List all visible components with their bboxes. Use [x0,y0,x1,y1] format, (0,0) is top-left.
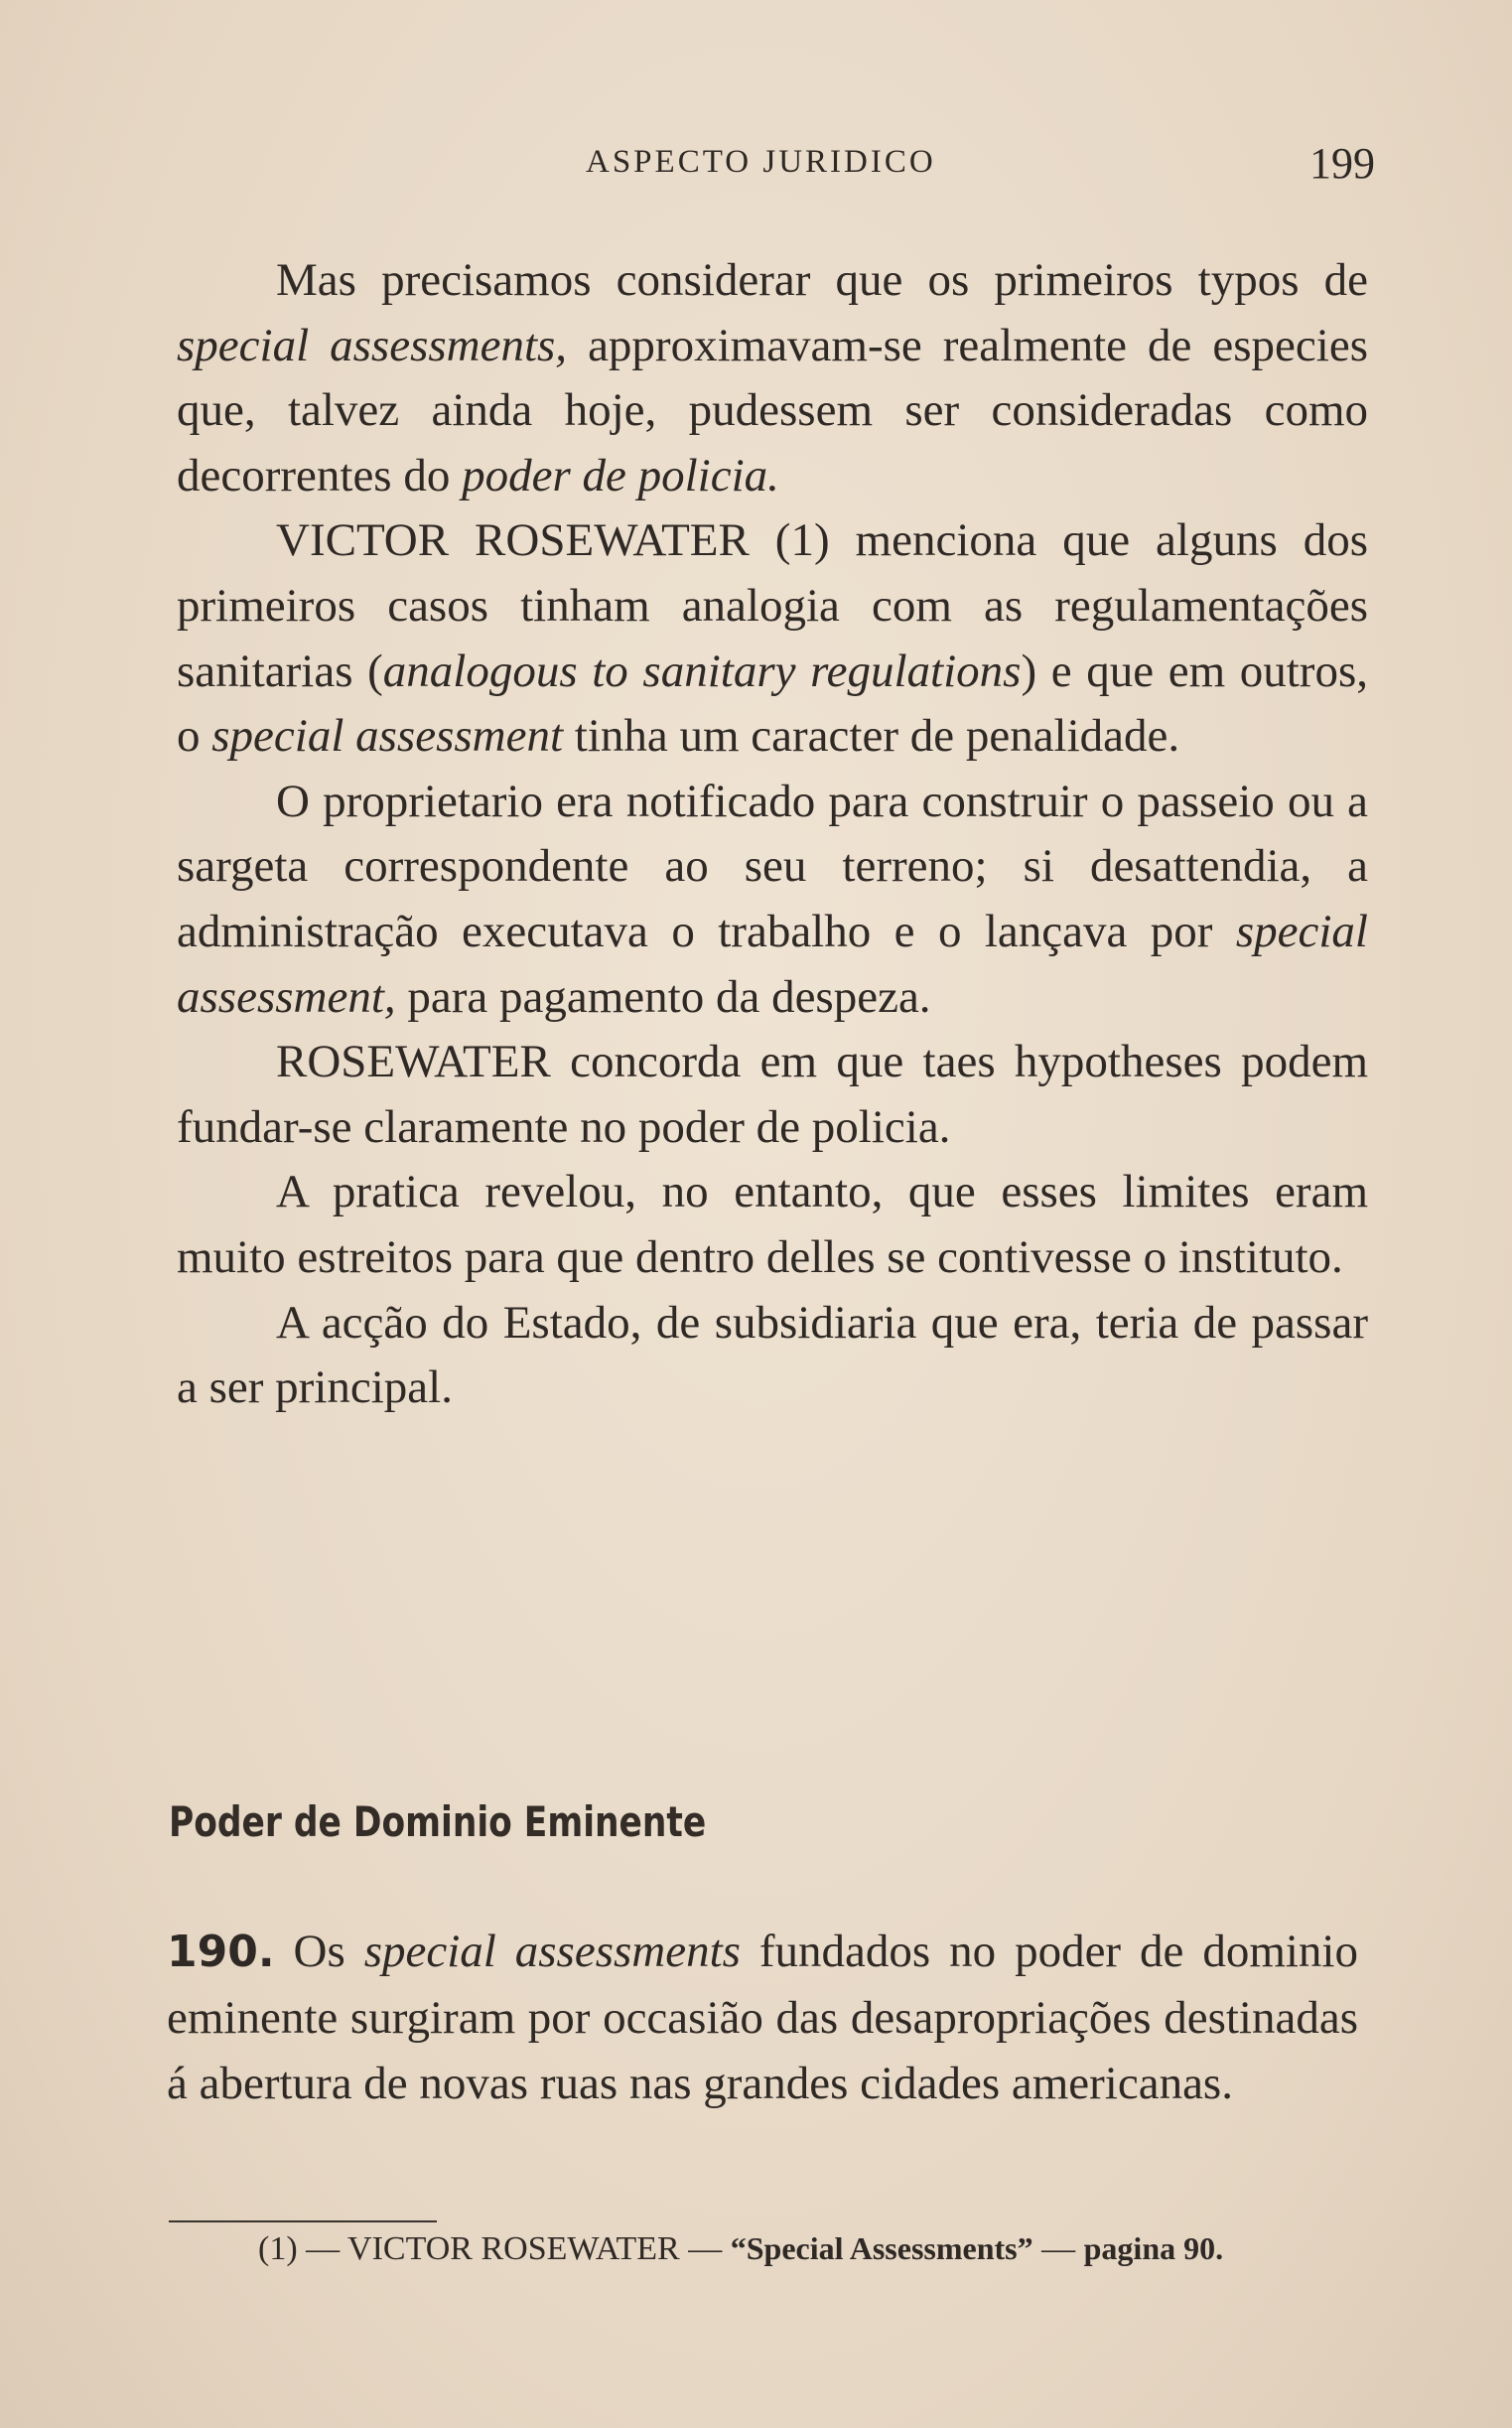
paragraph-2-italic-a: analogous to sanitary regulations [382,644,1022,697]
running-head: ASPECTO JURIDICO [586,144,936,180]
section-heading: Poder de Dominio Eminente [169,1797,707,1846]
paragraph-5: A pratica revelou, no entanto, que esses limites eram muito estreitos para que dentro delles se contivesse o instituto. [177,1166,1368,1283]
paragraph-2-text-c: tinha um caracter de penalidade. [563,710,1180,763]
body-text [177,248,1368,1421]
paragraph-4: ROSEWATER concorda em que taes hypotheses podem fundar-se claramente no poder de policia. [177,1036,1368,1153]
paragraph-1 [177,248,1368,508]
page-number: 199 [1309,139,1375,188]
footnote-page: pagina 90. [1083,2230,1224,2266]
paragraph-190-italic: special assessments [363,1926,741,1977]
footnote-divider [169,2220,437,2222]
paragraph-1-italic-b: poder de policia. [462,449,779,501]
paragraph-2 [177,508,1368,769]
paragraph-1-text-a: Mas precisamos considerar que os primeiros typos de [276,254,1368,306]
footnote-dash: — [297,2230,348,2267]
paragraph-190-text-b: fundados no poder de dominio eminente surgiram por occasião das desapropriações destinadas á abertura de novas ruas nas grandes cidades americanas. [167,1926,1358,2109]
paragraph-3-text-b: para pagamento da despeza. [395,970,931,1023]
paragraph-number: 190. [167,1927,275,1977]
footnote-dash: — [679,2230,731,2267]
paragraph-2-text-a: VICTOR ROSEWATER (1) menciona que alguns dos primeiros casos tinham analogia com as regulamentações sanitarias ( [177,514,1368,697]
paragraph-190-text-a: Os [274,1926,364,1977]
page-header [169,139,1375,194]
footnote-author: VICTOR ROSEWATER [347,2230,680,2267]
paragraph-190 [167,1919,1358,2116]
footnote-marker: (1) [258,2230,298,2267]
footnote-title: “Special Assessments” [730,2230,1033,2266]
paragraph-2-italic-b: special assessment [211,710,564,763]
footnote [169,2224,1360,2273]
paragraph-3-italic-a: special assessment, [177,905,1368,1023]
paragraph-3 [177,770,1368,1030]
paragraph-1-italic-a: special assessments, [177,319,568,371]
paragraph-1-text-b: approximavam-se realmente de especies que, talvez ainda hoje, pudessem ser consideradas como decorrentes do [177,319,1368,501]
footnote-dash: — [1032,2230,1084,2267]
paragraph-3-text-a: O proprietario era notificado para construir o passeio ou a sargeta correspondente ao seu terreno; si desattendia, a administração executava o trabalho e o lançava por [177,775,1368,957]
paragraph-2-text-b: ) e que em outros, o [177,644,1368,763]
paragraph-6: A acção do Estado, de subsidiaria que era, teria de passar a ser principal. [177,1296,1368,1414]
